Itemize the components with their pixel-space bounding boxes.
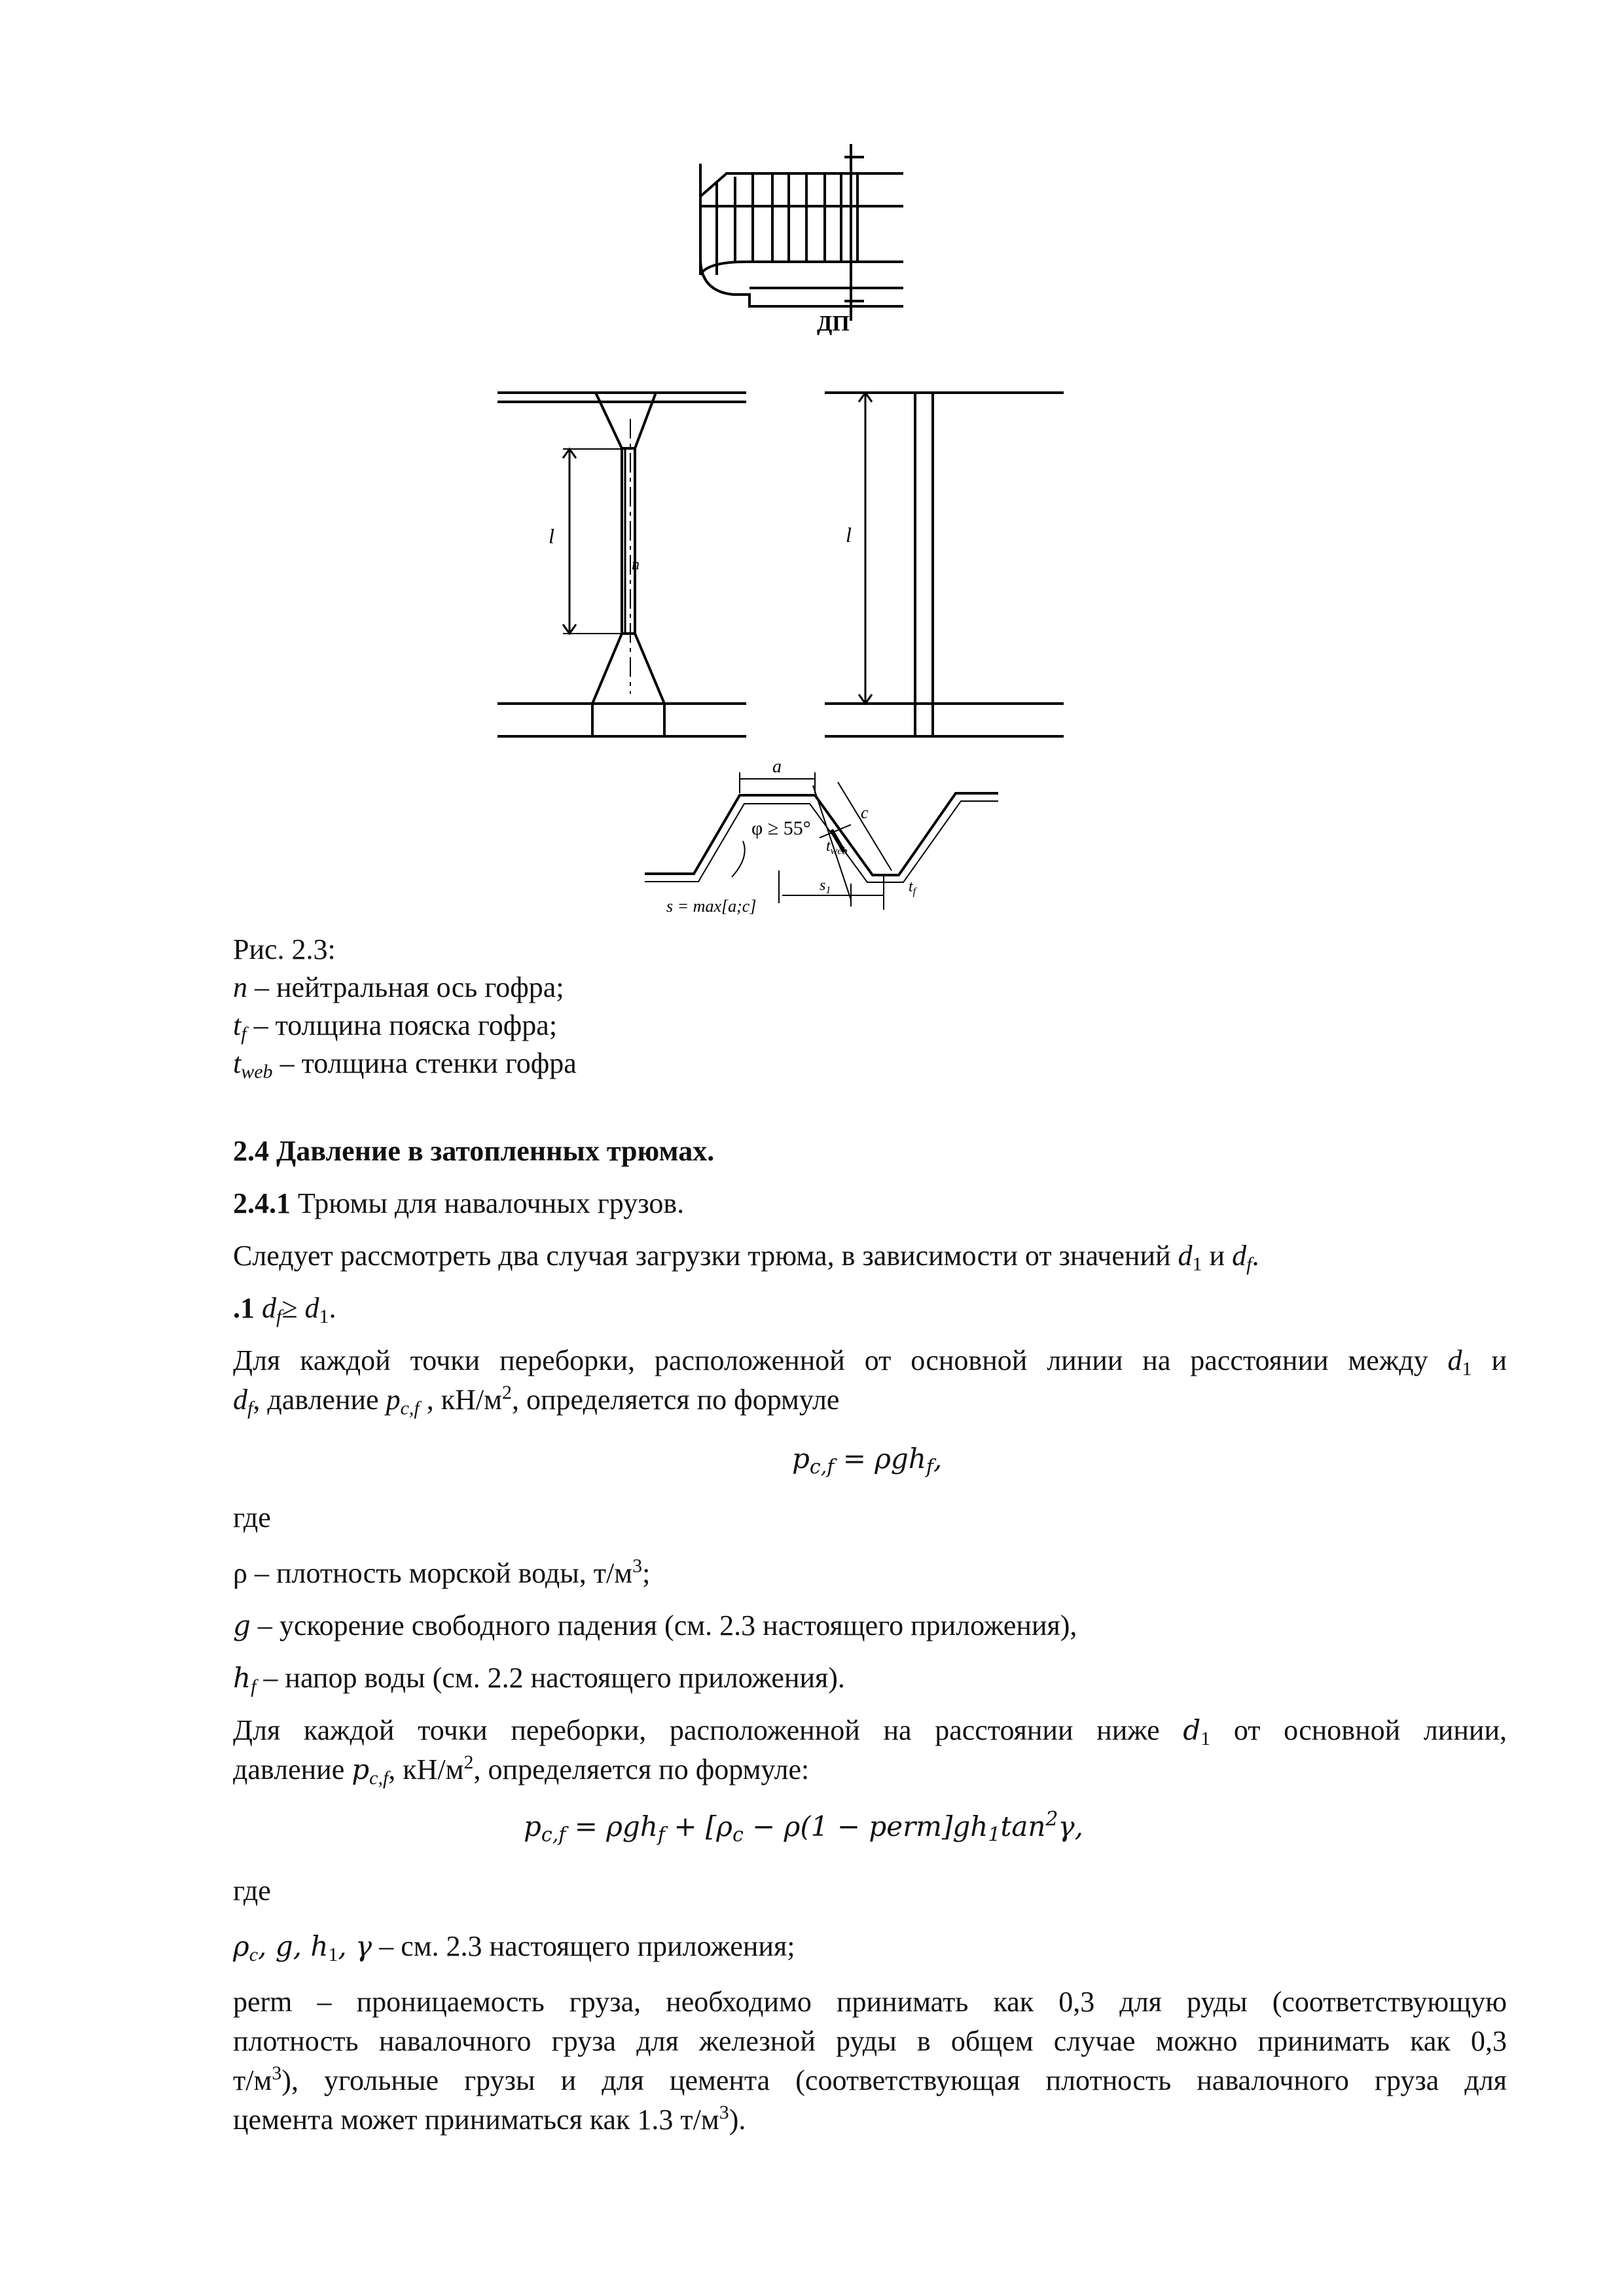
where-2: где (233, 1874, 271, 1907)
caption-line-tf: $t_f$ – толщина пояска гофра; (233, 1009, 558, 1045)
right-elevation (825, 393, 1064, 736)
definition-g: g – ускорение свободного падения (см. 2.3 настоящего приложения), (233, 1609, 1077, 1641)
label-angle: φ ≥ 55° (751, 817, 811, 839)
figure-2-3 (0, 0, 1624, 929)
left-elevation (497, 393, 746, 736)
definition-rho: ρ – плотность морской воды, $т/м^3$; (233, 1555, 651, 1589)
perm-line-2: плотность навалочного груза для железной руды в общем случае можно принимать как 0,3 (233, 2025, 1507, 2057)
caption-line-n: n – нейтральная ось гофра; (233, 971, 564, 1003)
plan-view-sketch (700, 144, 903, 321)
paragraph-p2-line1: Для каждой точки переборки, расположенной от основной линии на расстоянии между $d_1$ и (233, 1344, 1507, 1380)
label-s-formula: s = max[a;c] (666, 897, 757, 916)
perm-line-4: цемента может приниматься как 1.3 $т/м^3$). (233, 2102, 746, 2136)
label-l-right: l (846, 523, 852, 547)
formula-2: $p_{c,f} = \rho gh_f + [\rho_c - \rho(1$ − $perm]gh_1\tan^2\gamma$, (524, 1808, 1083, 1846)
figure-caption (233, 931, 577, 1083)
section-heading: 2.4 Давление в затопленных трюмах. (233, 1135, 715, 1167)
subsection-heading: 2.4.1 Трюмы для навалочных грузов. (233, 1187, 685, 1219)
label-tweb: $t_{web}$ (826, 838, 848, 857)
definition-vars: $\rho_c$, g, $h_1$, γ – см. 2.3 настоящего приложения; (233, 1930, 795, 1965)
formula-1: $p_{c,f} = \rho gh_f$, (792, 1443, 943, 1479)
perm-line-1: perm – проницаемость груза, необходимо принимать как 0,3 для руды (соответствующую (233, 1986, 1507, 2018)
paragraph-p2-line2: $d_f$, давление $p_{c,f}$ , $кН/м^2$, определяется по формуле (233, 1382, 840, 1419)
definition-hf: $h_f$ – напор воды (см. 2.2 настоящего приложения). (233, 1662, 845, 1697)
caption-title: Рис. 2.3: (233, 933, 336, 965)
paragraph-p3-line2: давление $p_{c,f}$, $кН/м^2$, определяется по формуле: (233, 1751, 810, 1789)
label-l-left: l (549, 524, 554, 548)
paragraph-cases: Следует рассмотреть два случая загрузки трюма, в зависимости от значений $d_1$ и $d_f$. (233, 1240, 1259, 1275)
label-a: a (772, 757, 782, 777)
caption-line-tweb: $t_{web}$ – толщина стенки гофра (233, 1047, 577, 1083)
perm-line-3: $т/м^3$), угольные грузы и для цемента (соответствующая плотность навалочного груза для (233, 2062, 1507, 2096)
where-1: где (233, 1501, 271, 1534)
label-s1: $s_1$ (820, 877, 831, 896)
paragraph-p3-line1: Для каждой точки переборки, расположенной на расстоянии ниже $d_1$ от основной линии, (233, 1714, 1507, 1749)
label-tf: $t_f$ (909, 878, 916, 897)
label-c: c (861, 803, 869, 822)
case-1-condition: .1 $d_f\ge d_1$. (233, 1292, 336, 1327)
label-n: n (632, 556, 640, 573)
label-dp: ДП (817, 312, 850, 336)
